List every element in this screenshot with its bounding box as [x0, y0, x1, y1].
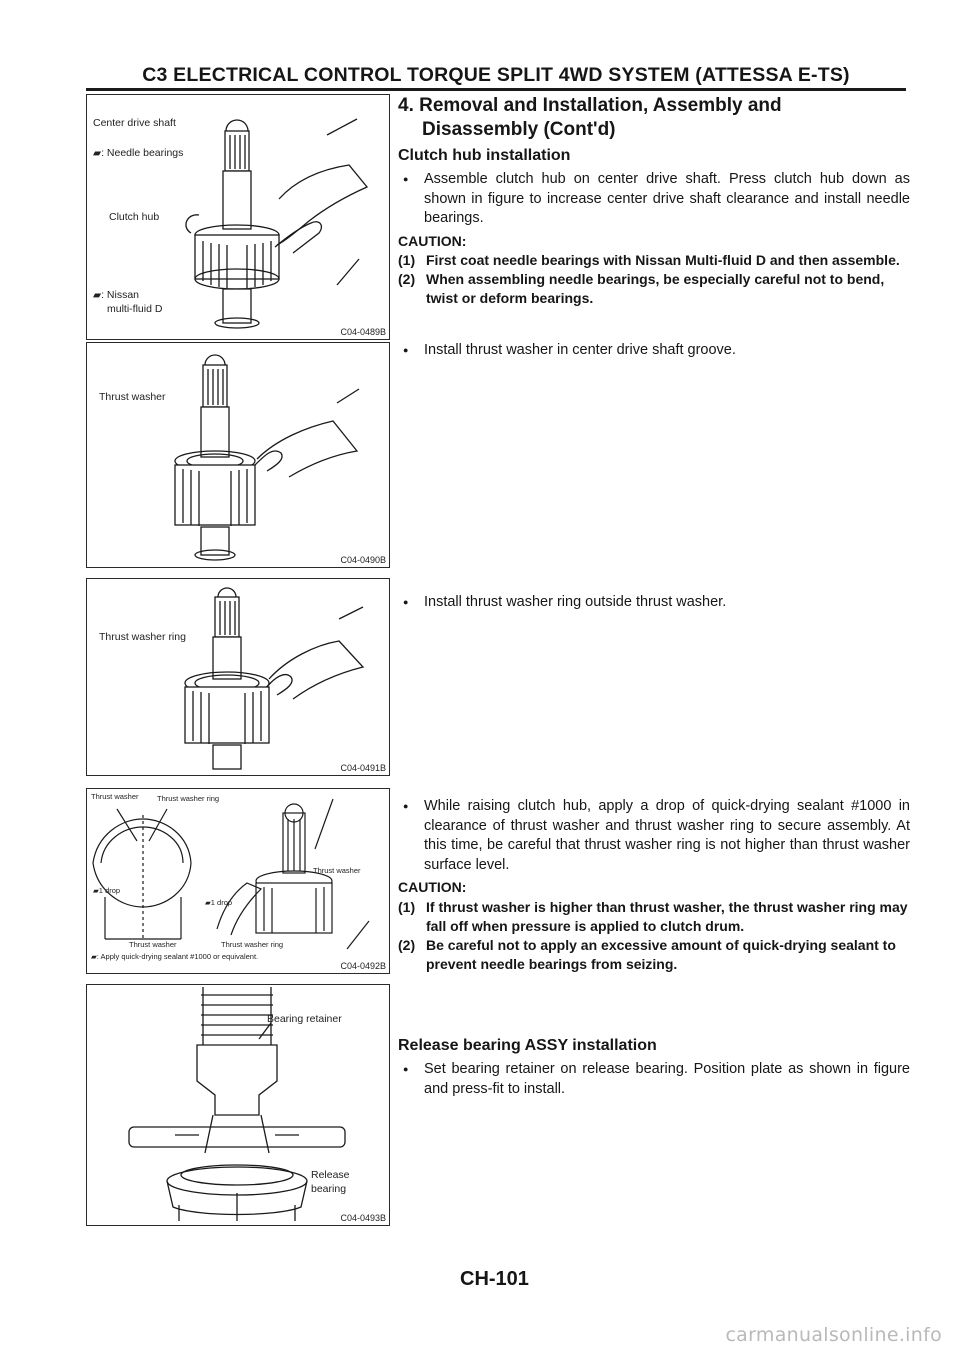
figure-code: C04-0489B	[340, 327, 386, 337]
sealant-icon: ▰	[91, 952, 97, 961]
figure-thrust-washer-ring	[86, 578, 390, 776]
header-rule	[86, 88, 906, 91]
label-thrust-washer-ring-bottom: Thrust washer ring	[221, 940, 284, 949]
drop-left-text: 1 drop	[98, 886, 121, 895]
section-title-line1: 4. Removal and Installation, Assembly and	[398, 95, 782, 116]
clutch-hub-bullet: ● Assemble clutch hub on center drive shaft. Press clutch hub down as shown in figure to increase center drive shaft clearance and install needle bearings.	[398, 170, 910, 229]
label-needle-bearings	[93, 147, 183, 159]
figure-release-bearing	[86, 984, 390, 1226]
nissan-text: : Nissan	[101, 289, 140, 301]
label-nissan	[93, 289, 139, 301]
label-drop-left	[93, 887, 120, 896]
sealant-icon: ▰	[93, 886, 99, 895]
figure-sealant	[86, 788, 390, 974]
caution-text: First coat needle bearings with Nissan Multi-fluid D and then assemble.	[426, 252, 900, 268]
label-bearing-retainer: Bearing retainer	[267, 1013, 342, 1025]
figure-code: C04-0491B	[340, 763, 386, 773]
thrust-ring-bullet: ● Install thrust washer ring outside thrust washer.	[398, 593, 910, 613]
thrust-washer-illustration	[87, 343, 389, 567]
drop-right-text: 1 drop	[210, 898, 233, 907]
section-title-line2: Disassembly (Cont'd)	[422, 119, 616, 140]
thrust-ring-section	[398, 593, 910, 613]
label-clutch-hub: Clutch hub	[109, 211, 160, 223]
label-multi-fluid: multi-fluid D	[107, 303, 163, 315]
sealant-section	[398, 797, 910, 974]
clutch-hub-heading: Clutch hub installation	[398, 147, 571, 164]
figure-code: C04-0492B	[340, 961, 386, 971]
lubricant-icon: ▰	[93, 289, 102, 301]
figure-clutch-hub	[86, 94, 390, 340]
caution-number: (1)	[398, 898, 416, 915]
page-number: CH-101	[460, 1268, 529, 1290]
thrust-washer-section	[398, 341, 910, 361]
label-bearing: bearing	[311, 1183, 347, 1195]
caution-item	[398, 251, 910, 270]
watermark: carmanualsonline.info	[725, 1324, 942, 1346]
lubricant-icon: ▰	[93, 147, 102, 159]
caution-item	[398, 898, 910, 936]
caution-label: CAUTION:	[398, 879, 467, 895]
label-thrust-washer-bottom: Thrust washer	[129, 940, 177, 949]
figure-code: C04-0490B	[340, 555, 386, 565]
caution-text: When assembling needle bearings, be especially careful not to bend, twist or deform bearings.	[426, 271, 885, 306]
clutch-hub-section	[398, 94, 910, 308]
caution-text: If thrust washer is higher than thrust washer, the thrust washer ring may fall off when pressure is applied to clutch drum.	[426, 898, 908, 934]
caution-number: (1)	[398, 252, 416, 268]
label-thrust-washer-top: Thrust washer	[91, 792, 139, 801]
release-bearing-section	[398, 1032, 910, 1099]
figure-thrust-washer	[86, 342, 390, 568]
caution-number: (2)	[398, 271, 416, 287]
label-thrust-washer-ring: Thrust washer ring	[99, 631, 186, 643]
sealant-icon: ▰	[205, 898, 211, 907]
label-thrust-washer-ring-top: Thrust washer ring	[157, 794, 220, 803]
apply-sealant-text: : Apply quick-drying sealant #1000 or equivalent.	[96, 952, 259, 961]
figure-code: C04-0493B	[340, 1213, 386, 1223]
release-bearing-heading: Release bearing ASSY installation	[398, 1037, 657, 1054]
label-drop-right	[205, 899, 232, 908]
caution-number: (2)	[398, 936, 416, 953]
thrust-washer-ring-illustration	[87, 579, 389, 775]
release-bearing-bullet: ● Set bearing retainer on release bearing. Position plate as shown in figure and press-fit to install.	[398, 1060, 910, 1099]
label-center-drive-shaft: Center drive shaft	[93, 117, 176, 129]
sealant-bullet: ● While raising clutch hub, apply a drop of quick-drying sealant #1000 in clearance of thrust washer and thrust washer ring to secure assembly. At this time, be careful that thrust washer ring is not higher than thrust washer surface level.	[398, 797, 910, 875]
label-thrust-washer: Thrust washer	[99, 391, 166, 403]
caution-label: CAUTION:	[398, 232, 467, 249]
caution-text: Be careful not to apply an excessive amount of quick-drying sealant to prevent needle bearings from seizing.	[426, 936, 896, 972]
caution-item	[398, 936, 910, 974]
caution-item	[398, 270, 910, 308]
label-thrust-washer-right: Thrust washer	[313, 866, 361, 875]
label-apply-sealant	[91, 953, 258, 962]
label-release: Release	[311, 1169, 350, 1181]
thrust-washer-bullet: ● Install thrust washer in center drive shaft groove.	[398, 341, 910, 361]
needle-bearings-text: : Needle bearings	[101, 147, 184, 159]
page-header: C3 ELECTRICAL CONTROL TORQUE SPLIT 4WD SYSTEM (ATTESSA E-TS)	[142, 64, 850, 86]
